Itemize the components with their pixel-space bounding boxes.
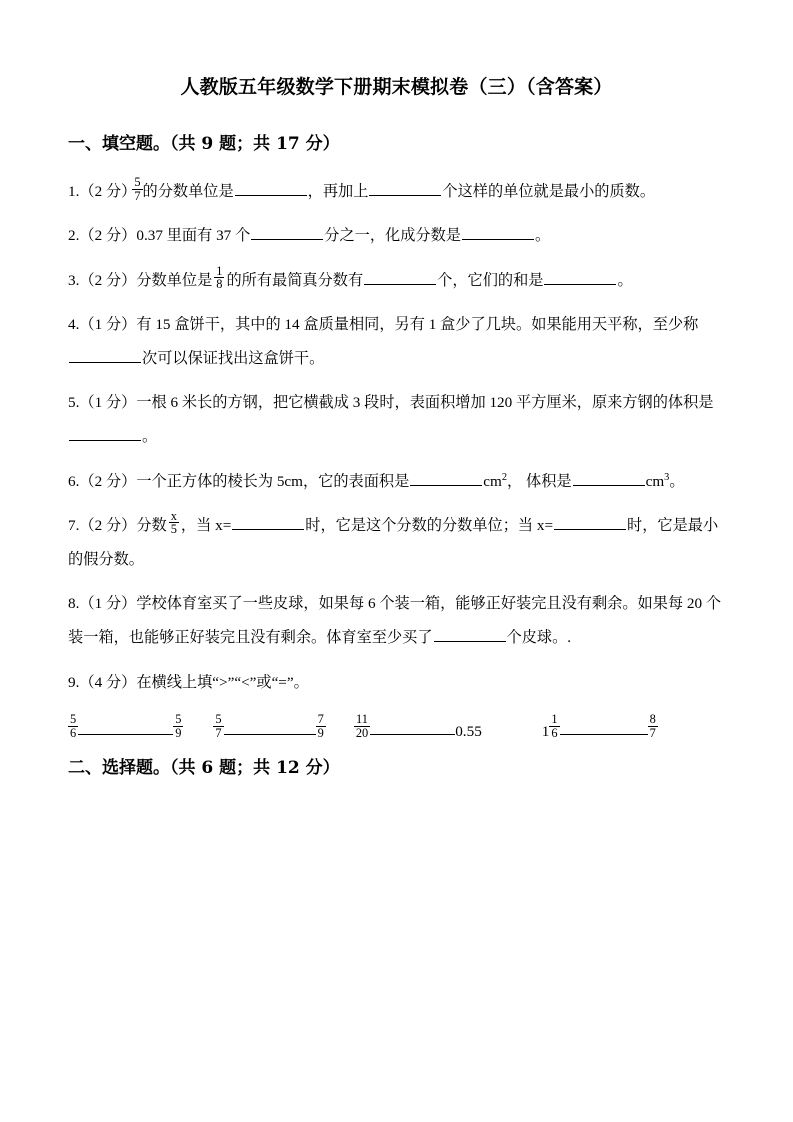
fraction-denominator: 6 <box>551 725 558 740</box>
question-3-points: （2 分） <box>79 271 137 289</box>
question-2-text-a: 0.37 里面有 37 个 <box>136 227 251 245</box>
answer-blank[interactable] <box>544 268 616 285</box>
question-6 <box>68 455 725 499</box>
question-3-text-a: 分数单位是 <box>136 271 213 289</box>
exponent-2: 2 <box>501 471 508 483</box>
answer-blank[interactable] <box>410 469 482 486</box>
question-6-text-c: ， 体积是 <box>507 472 572 490</box>
question-9-number: 9. <box>68 673 80 691</box>
fraction-numerator: 7 <box>317 711 324 726</box>
question-5-text-b: 。 <box>142 428 158 446</box>
fraction-numerator: 5 <box>215 711 222 726</box>
fraction-numerator: 8 <box>649 711 656 726</box>
question-4 <box>68 298 725 376</box>
question-6-text-a: 一个正方体的棱长为 5cm，它的表面积是 <box>136 472 410 490</box>
section-heading-multiple-choice: 二、选择题。（共 6 题；共 12 分） <box>68 757 340 778</box>
question-4-text-a: 有 15 盒饼干，其中的 14 盒质量相同，另有 1 盒少了几块。如果能用天平称，至少称 <box>136 315 699 333</box>
fraction-numerator: 11 <box>354 713 370 727</box>
comparison-right-fraction <box>316 713 326 740</box>
question-6-text-e: 。 <box>669 472 685 490</box>
exponent-3: 3 <box>664 471 670 483</box>
fraction-denominator: 7 <box>649 725 656 740</box>
question-3-text-b: 的所有最简真分数有 <box>226 271 364 289</box>
question-2 <box>68 209 725 253</box>
question-5-text-a: 一根 6 米长的方钢，把它横截成 3 段时，表面积增加 120 平方厘米，原来方钢的体积是 <box>136 394 714 412</box>
question-4-points: （1 分） <box>79 315 137 333</box>
question-8 <box>68 577 725 655</box>
answer-blank[interactable] <box>462 223 534 240</box>
question-2-number: 2. <box>68 227 80 245</box>
fraction-numerator: 1 <box>551 711 558 726</box>
question-5-number: 5. <box>68 394 80 412</box>
comparison-pair-3 <box>354 713 482 740</box>
question-9-points: （4 分） <box>79 673 137 691</box>
mixed-number-whole-part: 1 <box>541 722 550 740</box>
question-8-text-b: 个皮球。. <box>506 629 572 647</box>
fraction-numerator: 1 <box>216 263 223 278</box>
fraction-denominator: 9 <box>175 725 182 740</box>
question-1-fraction <box>132 176 142 202</box>
question-7-text-d: 时，它是最小的假分数。 <box>68 516 719 568</box>
question-3-fraction <box>214 265 224 291</box>
fraction-numerator: x <box>170 508 177 523</box>
fraction-denominator: 8 <box>216 277 223 292</box>
comparison-pair-4 <box>542 713 658 740</box>
comparison-left-fraction <box>68 713 78 740</box>
fraction-numerator: 5 <box>134 175 141 190</box>
question-8-text-a: 学校体育室买了一些皮球，如果每 6 个装一箱，能够正好装完且没有剩余。如果每 20 个装一箱，也能够正好装完且没有剩余。体育室至少买了 <box>68 595 722 647</box>
answer-blank[interactable] <box>69 424 141 441</box>
comparison-pair-1 <box>68 713 183 740</box>
question-4-number: 4. <box>68 315 80 333</box>
comparison-pair-2 <box>213 713 325 740</box>
answer-blank[interactable] <box>364 268 436 285</box>
answer-blank[interactable] <box>69 346 141 363</box>
comparison-right-fraction <box>648 713 658 740</box>
comparison-answer-blank[interactable] <box>560 734 648 735</box>
question-5-points: （1 分） <box>79 394 137 412</box>
fraction-denominator: 20 <box>355 725 369 740</box>
question-9-comparison-row <box>68 700 725 740</box>
question-8-points: （1 分） <box>79 595 137 613</box>
question-7 <box>68 499 725 577</box>
fraction-numerator: 5 <box>70 711 77 726</box>
question-3-text-c: 个，它们的和是 <box>437 271 544 289</box>
answer-blank[interactable] <box>573 469 645 486</box>
question-6-number: 6. <box>68 472 80 490</box>
question-9-text-a: 在横线上填“>”“<”或“=”。 <box>136 673 309 691</box>
question-6-points: （2 分） <box>79 472 137 490</box>
question-6-text-b: cm <box>483 472 502 490</box>
comparison-right-fraction <box>173 713 183 740</box>
question-3-number: 3. <box>68 271 80 289</box>
fraction-numerator: 5 <box>175 711 182 726</box>
question-1-text-a: 的分数单位是 <box>142 183 234 201</box>
question-1-points: （2 分） <box>79 183 137 201</box>
answer-blank[interactable] <box>369 179 441 196</box>
fraction-denominator: 7 <box>134 188 141 203</box>
question-2-text-b: 分之一，化成分数是 <box>324 227 461 245</box>
question-2-points: （2 分） <box>79 227 137 245</box>
comparison-left-fraction <box>213 713 223 740</box>
question-5 <box>68 376 725 454</box>
question-7-fraction <box>169 510 179 536</box>
question-7-points: （2 分） <box>79 516 137 534</box>
comparison-right-value: 0.55 <box>455 722 482 740</box>
question-1-text-b: ，再加上 <box>307 183 369 201</box>
question-8-number: 8. <box>68 595 80 613</box>
question-3 <box>68 254 725 298</box>
question-3-text-d: 。 <box>617 271 633 289</box>
question-1 <box>68 157 725 209</box>
question-4-text-b: 次可以保证找出这盒饼干。 <box>142 349 325 367</box>
answer-blank[interactable] <box>251 223 323 240</box>
page-title: 人教版五年级数学下册期末模拟卷（三）（含答案） <box>180 76 613 98</box>
question-2-text-c: 。 <box>534 227 551 245</box>
question-7-number: 7. <box>68 516 80 534</box>
answer-blank[interactable] <box>554 513 626 530</box>
fraction-denominator: 6 <box>70 725 77 740</box>
answer-blank[interactable] <box>434 625 506 642</box>
question-7-text-a: 分数 <box>136 516 167 534</box>
answer-blank[interactable] <box>235 179 307 196</box>
question-6-text-d: cm <box>645 472 665 490</box>
comparison-left-fraction <box>549 713 559 740</box>
comparison-answer-blank[interactable] <box>224 734 316 735</box>
fraction-denominator: 9 <box>317 725 324 740</box>
question-1-text-c: 个这样的单位就是最小的质数。 <box>442 183 656 201</box>
fraction-denominator: 7 <box>215 725 222 740</box>
question-7-text-b: ，当 x= <box>180 516 232 534</box>
answer-blank[interactable] <box>232 513 304 530</box>
question-9 <box>68 656 725 700</box>
question-1-number: 1. <box>68 183 80 201</box>
fraction-denominator: 5 <box>170 522 177 537</box>
section-heading-fill-in-blanks: 一、填空题。（共 9 题；共 17 分） <box>68 133 340 154</box>
question-7-text-c: 时，它是这个分数的分数单位；当 x= <box>305 516 554 534</box>
comparison-answer-blank[interactable] <box>370 734 455 735</box>
comparison-left-fraction <box>354 713 370 740</box>
comparison-answer-blank[interactable] <box>78 734 173 735</box>
